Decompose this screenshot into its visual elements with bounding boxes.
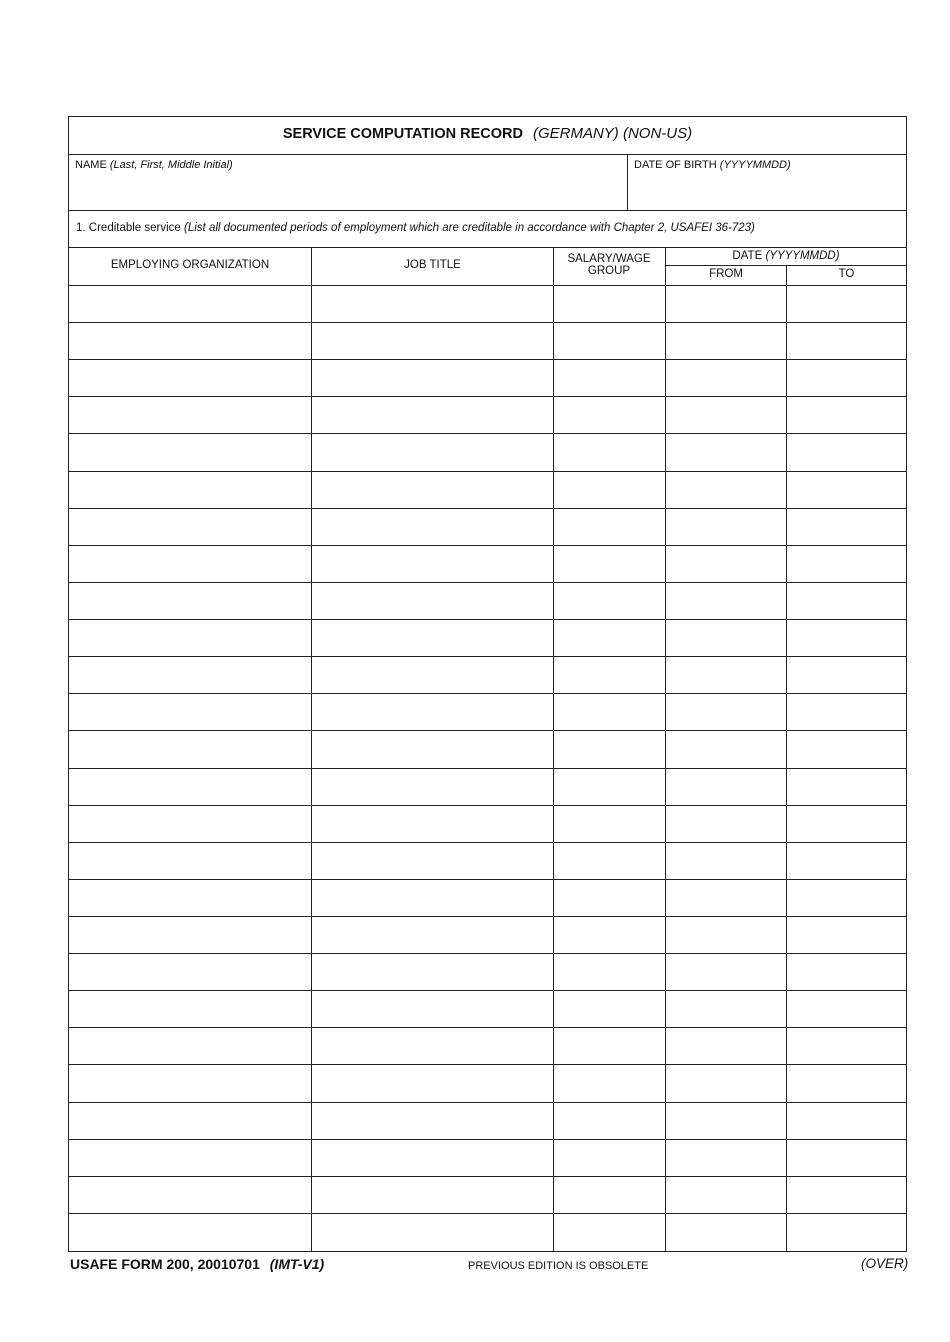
to-cell[interactable] (787, 620, 906, 656)
salary-cell[interactable] (554, 546, 665, 582)
job-cell[interactable] (312, 286, 553, 322)
job-cell[interactable] (312, 434, 553, 470)
to-cell[interactable] (787, 731, 906, 767)
from-cell[interactable] (666, 954, 786, 990)
from-cell[interactable] (666, 323, 786, 359)
to-cell[interactable] (787, 769, 906, 805)
from-cell[interactable] (666, 509, 786, 545)
org-cell[interactable] (69, 880, 311, 916)
org-cell[interactable] (69, 657, 311, 693)
org-cell[interactable] (69, 843, 311, 879)
org-cell[interactable] (69, 954, 311, 990)
job-cell[interactable] (312, 917, 553, 953)
job-cell[interactable] (312, 1028, 553, 1064)
salary-cell[interactable] (554, 1140, 665, 1176)
salary-cell[interactable] (554, 1214, 665, 1250)
from-cell[interactable] (666, 620, 786, 656)
col-header-date (666, 250, 906, 262)
salary-cell[interactable] (554, 694, 665, 730)
job-cell[interactable] (312, 360, 553, 396)
org-cell[interactable] (69, 769, 311, 805)
job-cell[interactable] (312, 731, 553, 767)
salary-cell[interactable] (554, 323, 665, 359)
to-cell[interactable] (787, 1214, 906, 1250)
to-cell[interactable] (787, 991, 906, 1027)
org-cell[interactable] (69, 583, 311, 619)
from-cell[interactable] (666, 1028, 786, 1064)
org-cell[interactable] (69, 1103, 311, 1139)
job-cell[interactable] (312, 472, 553, 508)
org-cell[interactable] (69, 731, 311, 767)
org-cell[interactable] (69, 286, 311, 322)
from-cell[interactable] (666, 731, 786, 767)
section1-hint: (List all documented periods of employment which are creditable in accordance with Chapter 2, USAFEI 36-723) (184, 222, 755, 234)
salary-cell[interactable] (554, 1028, 665, 1064)
from-cell[interactable] (666, 1214, 786, 1250)
dob-field[interactable] (628, 155, 906, 210)
col-header-org: EMPLOYING ORGANIZATION (110, 259, 270, 271)
name-label: NAME (75, 159, 107, 171)
org-cell[interactable] (69, 620, 311, 656)
salary-cell[interactable] (554, 731, 665, 767)
job-cell[interactable] (312, 954, 553, 990)
service-computation-form (68, 116, 907, 1252)
col-header-salary-line2: GROUP (587, 265, 631, 277)
to-cell[interactable] (787, 880, 906, 916)
to-cell[interactable] (787, 694, 906, 730)
org-cell[interactable] (69, 1214, 311, 1250)
from-cell[interactable] (666, 546, 786, 582)
salary-cell[interactable] (554, 360, 665, 396)
org-cell[interactable] (69, 806, 311, 842)
org-cell[interactable] (69, 434, 311, 470)
to-cell[interactable] (787, 917, 906, 953)
from-cell[interactable] (666, 472, 786, 508)
from-cell[interactable] (666, 917, 786, 953)
from-cell[interactable] (666, 657, 786, 693)
salary-cell[interactable] (554, 397, 665, 433)
salary-cell[interactable] (554, 1103, 665, 1139)
from-cell[interactable] (666, 397, 786, 433)
col-header-date-label: DATE (732, 250, 763, 262)
from-cell[interactable] (666, 1140, 786, 1176)
job-cell[interactable] (312, 806, 553, 842)
job-cell[interactable] (312, 843, 553, 879)
org-cell[interactable] (69, 397, 311, 433)
job-cell[interactable] (312, 694, 553, 730)
job-cell[interactable] (312, 509, 553, 545)
job-cell[interactable] (312, 620, 553, 656)
col-header-to: TO (838, 268, 855, 280)
to-cell[interactable] (787, 546, 906, 582)
to-cell[interactable] (787, 843, 906, 879)
salary-cell[interactable] (554, 843, 665, 879)
salary-cell[interactable] (554, 620, 665, 656)
to-cell[interactable] (787, 323, 906, 359)
from-cell[interactable] (666, 434, 786, 470)
form-title-suffix: (GERMANY) (NON-US) (532, 125, 693, 142)
name-hint: (Last, First, Middle Initial) (109, 159, 233, 171)
from-cell[interactable] (666, 806, 786, 842)
col-header-from: FROM (709, 268, 743, 280)
salary-cell[interactable] (554, 509, 665, 545)
form-identifier (70, 1256, 324, 1272)
job-cell[interactable] (312, 1065, 553, 1101)
from-cell[interactable] (666, 1177, 786, 1213)
name-field[interactable] (69, 155, 627, 210)
to-cell[interactable] (787, 583, 906, 619)
org-cell[interactable] (69, 323, 311, 359)
org-cell[interactable] (69, 694, 311, 730)
salary-cell[interactable] (554, 991, 665, 1027)
from-cell[interactable] (666, 843, 786, 879)
salary-cell[interactable] (554, 1065, 665, 1101)
to-cell[interactable] (787, 1103, 906, 1139)
to-cell[interactable] (787, 286, 906, 322)
job-cell[interactable] (312, 1214, 553, 1250)
to-cell[interactable] (787, 472, 906, 508)
to-cell[interactable] (787, 434, 906, 470)
to-cell[interactable] (787, 954, 906, 990)
job-cell[interactable] (312, 323, 553, 359)
salary-cell[interactable] (554, 472, 665, 508)
org-cell[interactable] (69, 1177, 311, 1213)
salary-cell[interactable] (554, 954, 665, 990)
edition-note: PREVIOUS EDITION IS OBSOLETE (468, 1260, 649, 1272)
job-cell[interactable] (312, 880, 553, 916)
salary-cell[interactable] (554, 1177, 665, 1213)
salary-cell[interactable] (554, 434, 665, 470)
salary-cell[interactable] (554, 880, 665, 916)
section1-heading (76, 222, 755, 234)
org-cell[interactable] (69, 509, 311, 545)
divider (69, 210, 906, 211)
from-cell[interactable] (666, 360, 786, 396)
org-cell[interactable] (69, 1028, 311, 1064)
over-note: (OVER) (861, 1256, 909, 1271)
salary-cell[interactable] (554, 769, 665, 805)
from-cell[interactable] (666, 1065, 786, 1101)
org-cell[interactable] (69, 1065, 311, 1101)
from-cell[interactable] (666, 583, 786, 619)
job-cell[interactable] (312, 1140, 553, 1176)
job-cell[interactable] (312, 397, 553, 433)
from-cell[interactable] (666, 1103, 786, 1139)
col-header-salary-line1: SALARY/WAGE (567, 253, 651, 265)
col-header-salary (554, 253, 664, 277)
job-cell[interactable] (312, 1103, 553, 1139)
form-title (69, 125, 906, 142)
org-cell[interactable] (69, 546, 311, 582)
salary-cell[interactable] (554, 917, 665, 953)
to-cell[interactable] (787, 509, 906, 545)
to-cell[interactable] (787, 397, 906, 433)
to-cell[interactable] (787, 1177, 906, 1213)
form-title-main: SERVICE COMPUTATION RECORD (282, 126, 523, 142)
divider (69, 247, 906, 248)
to-cell[interactable] (787, 657, 906, 693)
job-cell[interactable] (312, 1177, 553, 1213)
org-cell[interactable] (69, 1140, 311, 1176)
from-cell[interactable] (666, 880, 786, 916)
to-cell[interactable] (787, 1065, 906, 1101)
org-cell[interactable] (69, 917, 311, 953)
job-cell[interactable] (312, 769, 553, 805)
form-id: USAFE FORM 200, 20010701 (70, 1256, 260, 1272)
dob-label: DATE OF BIRTH (634, 159, 717, 171)
form-version: (IMT-V1) (269, 1256, 325, 1272)
job-cell[interactable] (312, 583, 553, 619)
col-header-date-hint: (YYYYMMDD) (765, 250, 840, 262)
org-cell[interactable] (69, 991, 311, 1027)
from-cell[interactable] (666, 991, 786, 1027)
dob-hint: (YYYYMMDD) (719, 159, 791, 171)
from-cell[interactable] (666, 286, 786, 322)
to-cell[interactable] (787, 360, 906, 396)
from-cell[interactable] (666, 769, 786, 805)
salary-cell[interactable] (554, 806, 665, 842)
from-cell[interactable] (666, 694, 786, 730)
salary-cell[interactable] (554, 286, 665, 322)
col-header-job: JOB TITLE (404, 259, 461, 271)
to-cell[interactable] (787, 806, 906, 842)
job-cell[interactable] (312, 546, 553, 582)
to-cell[interactable] (787, 1140, 906, 1176)
section1-label: 1. Creditable service (76, 222, 181, 234)
salary-cell[interactable] (554, 583, 665, 619)
org-cell[interactable] (69, 360, 311, 396)
salary-cell[interactable] (554, 657, 665, 693)
job-cell[interactable] (312, 657, 553, 693)
org-cell[interactable] (69, 472, 311, 508)
to-cell[interactable] (787, 1028, 906, 1064)
job-cell[interactable] (312, 991, 553, 1027)
